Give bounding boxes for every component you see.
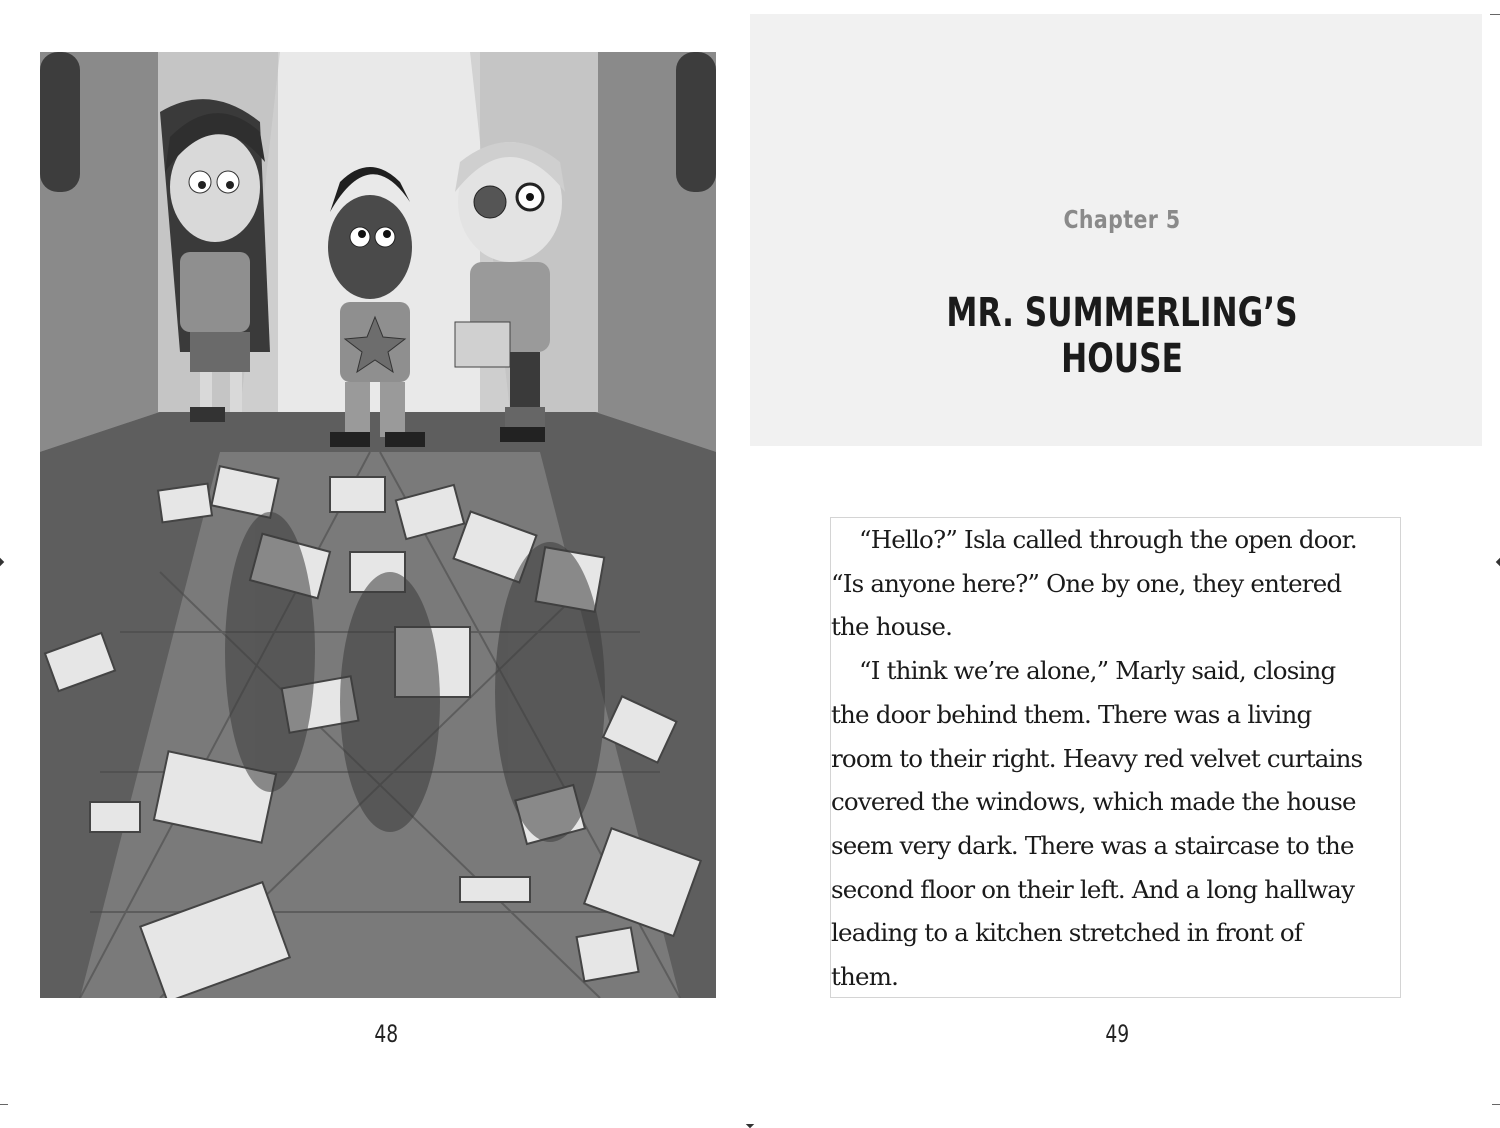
text-line: “Hello?” Isla called through the open door. [859, 525, 1357, 554]
registration-mark [1496, 558, 1500, 566]
chapter-title-line: MR. SUMMERLING’S [946, 290, 1298, 336]
text-line: “I think we’re alone,” Marly said, closing [859, 656, 1336, 686]
text-line: second floor on their left. And a long hallway [831, 874, 1355, 904]
trim-mark [1490, 14, 1500, 15]
trim-mark [1492, 1104, 1500, 1105]
chapter-title [832, 290, 1412, 382]
left-page [18, 0, 750, 1124]
trim-mark [0, 1104, 8, 1105]
text-line: “Is anyone here?” One by one, they entered [831, 568, 1342, 598]
body-text [830, 517, 1401, 998]
registration-mark [0, 558, 4, 566]
chapter-title-line: HOUSE [1061, 336, 1183, 382]
children-in-hallway-illustration [40, 52, 716, 998]
text-line: leading to a kitchen stretched in front of [831, 918, 1303, 948]
paragraph [831, 518, 1400, 649]
illustration-artwork [40, 52, 716, 998]
page-number-left: 48 [374, 1020, 399, 1048]
chapter-label: Chapter 5 [1063, 205, 1181, 234]
text-line: covered the windows, which made the house [831, 787, 1356, 817]
page-number-right: 49 [1105, 1020, 1130, 1048]
text-line: seem very dark. There was a staircase to the [831, 830, 1354, 860]
paragraph [831, 649, 1400, 998]
right-page [750, 0, 1482, 1124]
text-line: them. [831, 962, 899, 992]
text-line: the door behind them. There was a living [831, 699, 1312, 729]
text-line: the house. [831, 612, 953, 642]
text-line: room to their right. Heavy red velvet curtains [831, 743, 1363, 773]
